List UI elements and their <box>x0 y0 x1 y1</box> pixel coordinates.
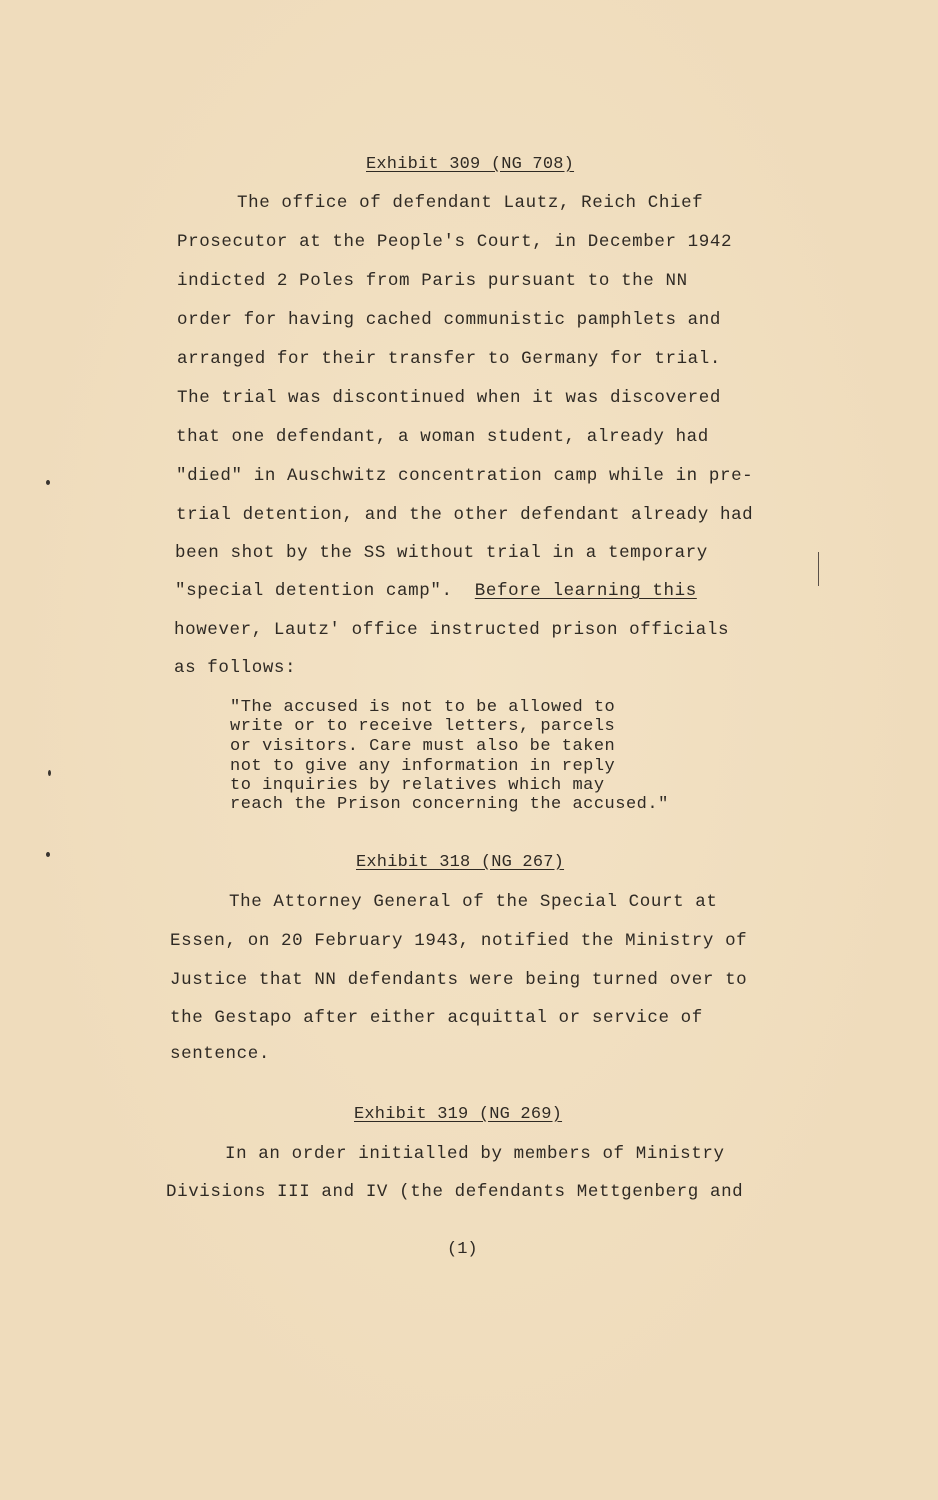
quote-line: not to give any information in reply <box>230 757 616 776</box>
margin-speck <box>48 770 51 776</box>
text-line: trial detention, and the other defendant already had <box>176 505 754 525</box>
text-line: as follows: <box>174 658 297 678</box>
margin-speck <box>46 480 50 485</box>
text-line: In an order initialled by members of Ministry <box>225 1144 725 1164</box>
text-line <box>175 581 697 601</box>
quote-line: or visitors. Care must also be taken <box>230 737 616 756</box>
text-line: The Attorney General of the Special Court at <box>229 892 718 912</box>
text-line: arranged for their transfer to Germany for trial. <box>177 349 721 369</box>
text-line: Divisions III and IV (the defendants Mettgenberg and <box>166 1182 744 1202</box>
text-line: Justice that NN defendants were being turned over to <box>170 970 748 990</box>
exhibit-heading: Exhibit 319 (NG 269) <box>354 1105 563 1124</box>
margin-mark <box>818 552 819 586</box>
text-line: indicted 2 Poles from Paris pursuant to the NN <box>177 271 688 291</box>
text-line: "died" in Auschwitz concentration camp while in pre- <box>176 466 754 486</box>
underlined-phrase: Before learning this <box>474 581 697 601</box>
page-number: (1) <box>447 1240 478 1259</box>
quote-line: "The accused is not to be allowed to <box>230 698 616 717</box>
text-line: been shot by the SS without trial in a temporary <box>175 543 708 563</box>
text-line: sentence. <box>170 1044 270 1064</box>
quote-line: to inquiries by relatives which may <box>230 776 605 795</box>
exhibit-heading: Exhibit 318 (NG 267) <box>356 853 565 872</box>
text-segment: "special detention camp". <box>175 581 453 601</box>
exhibit-heading: Exhibit 309 (NG 708) <box>366 155 575 174</box>
text-line: Prosecutor at the People's Court, in December 1942 <box>177 232 733 252</box>
text-line: The trial was discontinued when it was discovered <box>177 388 721 408</box>
text-line: order for having cached communistic pamphlets and <box>177 310 721 330</box>
text-line: that one defendant, a woman student, already had <box>176 427 709 447</box>
text-line: however, Lautz' office instructed prison officials <box>174 620 730 640</box>
text-line: the Gestapo after either acquittal or service of <box>170 1008 703 1028</box>
text-line: The office of defendant Lautz, Reich Chief <box>237 193 704 213</box>
quote-line: reach the Prison concerning the accused." <box>230 795 669 814</box>
quote-line: write or to receive letters, parcels <box>230 717 616 736</box>
text-line: Essen, on 20 February 1943, notified the Ministry of <box>170 931 748 951</box>
margin-speck <box>46 852 50 857</box>
